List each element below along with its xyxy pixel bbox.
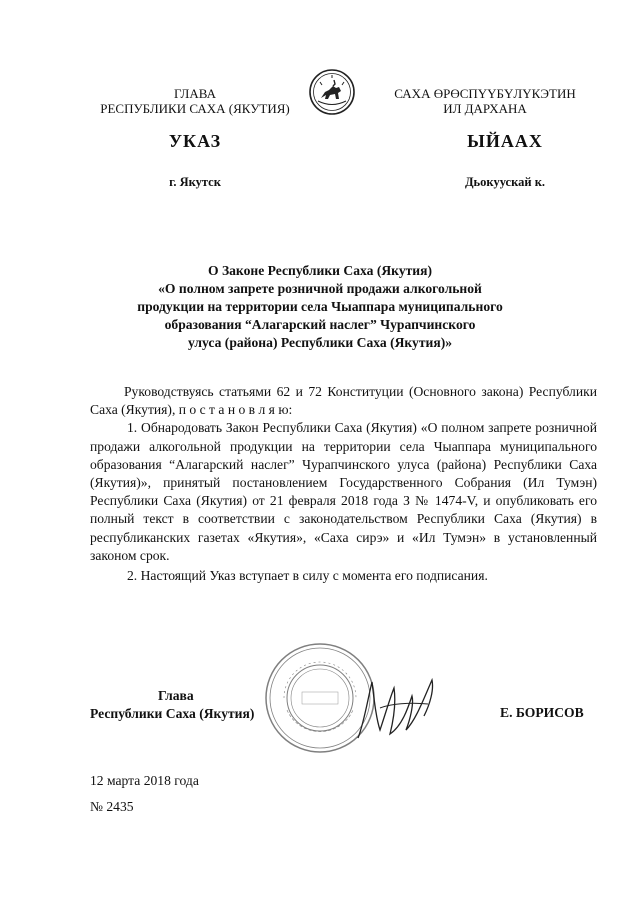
issuer-name-sakha: САХА ӨРӨСПҮҮБҮЛҮКЭТИН <box>394 86 576 101</box>
signatory-title <box>90 687 290 723</box>
handwritten-signature <box>350 668 450 748</box>
title-line: улуса (района) Республики Саха (Якутия)» <box>187 335 453 350</box>
title-line: продукции на территории села Чыаппара муниципального <box>137 299 503 314</box>
item-2-paragraph: 2. Настоящий Указ вступает в силу с момента его подписания. <box>127 568 488 584</box>
signatory-name: Е. БОРИСОВ <box>500 705 584 720</box>
doc-type-sakha: ЫЙААХ <box>467 131 543 151</box>
intro-paragraph: Руководствуясь статьями 62 и 72 Конституции (Основного закона) Республики Саха (Якутия), п о с т а н о в л я ю: <box>90 384 597 418</box>
issuer-name-ru: РЕСПУБЛИКИ САХА (ЯКУТИЯ) <box>100 101 290 116</box>
title-line: образования “Алагарский наслег” Чурапчинского <box>164 317 476 332</box>
place-sakha: Дьокуускай к. <box>464 175 546 189</box>
coat-of-arms-emblem <box>308 68 356 116</box>
issuer-title-ru: ГЛАВА <box>174 86 216 101</box>
signatory-title-line: Республики Саха (Якутия) <box>90 706 255 721</box>
document-body <box>90 383 597 585</box>
document-title <box>110 262 530 352</box>
doc-type-ru: УКАЗ <box>168 131 222 151</box>
document-date: 12 марта 2018 года <box>90 773 199 788</box>
document-number: № 2435 <box>90 799 134 814</box>
item-1-paragraph: 1. Обнародовать Закон Республики Саха (Якутия) «О полном запрете розничной продажи алкогольной продукции на территории села Чыаппара муниципального образования “Алагарский наслег” Чурапчинского улуса (района) Республики Саха (Якутия)», принятый постановлением Государственного Собрания (Ил Тумэн) Республики Саха (Якутия) от 21 февраля 2018 года З № 1474-V, и опубликовать его полный текст в соответствии с законодательством Республики Саха (Якутия) в республиканских газетах «Якутия», «Саха сирэ» и «Ил Тумэн» в установленный законом срок. <box>90 420 597 563</box>
place-ru: г. Якутск <box>169 175 221 189</box>
issuer-block-sakha <box>360 86 610 116</box>
title-line: О Законе Республики Саха (Якутия) <box>207 263 433 278</box>
issuer-block-ru <box>80 86 310 116</box>
issuer-title-sakha: ИЛ ДАРХАНА <box>443 101 527 116</box>
signatory-title-line: Глава <box>158 688 194 703</box>
title-line: «О полном запрете розничной продажи алкогольной <box>158 281 482 296</box>
